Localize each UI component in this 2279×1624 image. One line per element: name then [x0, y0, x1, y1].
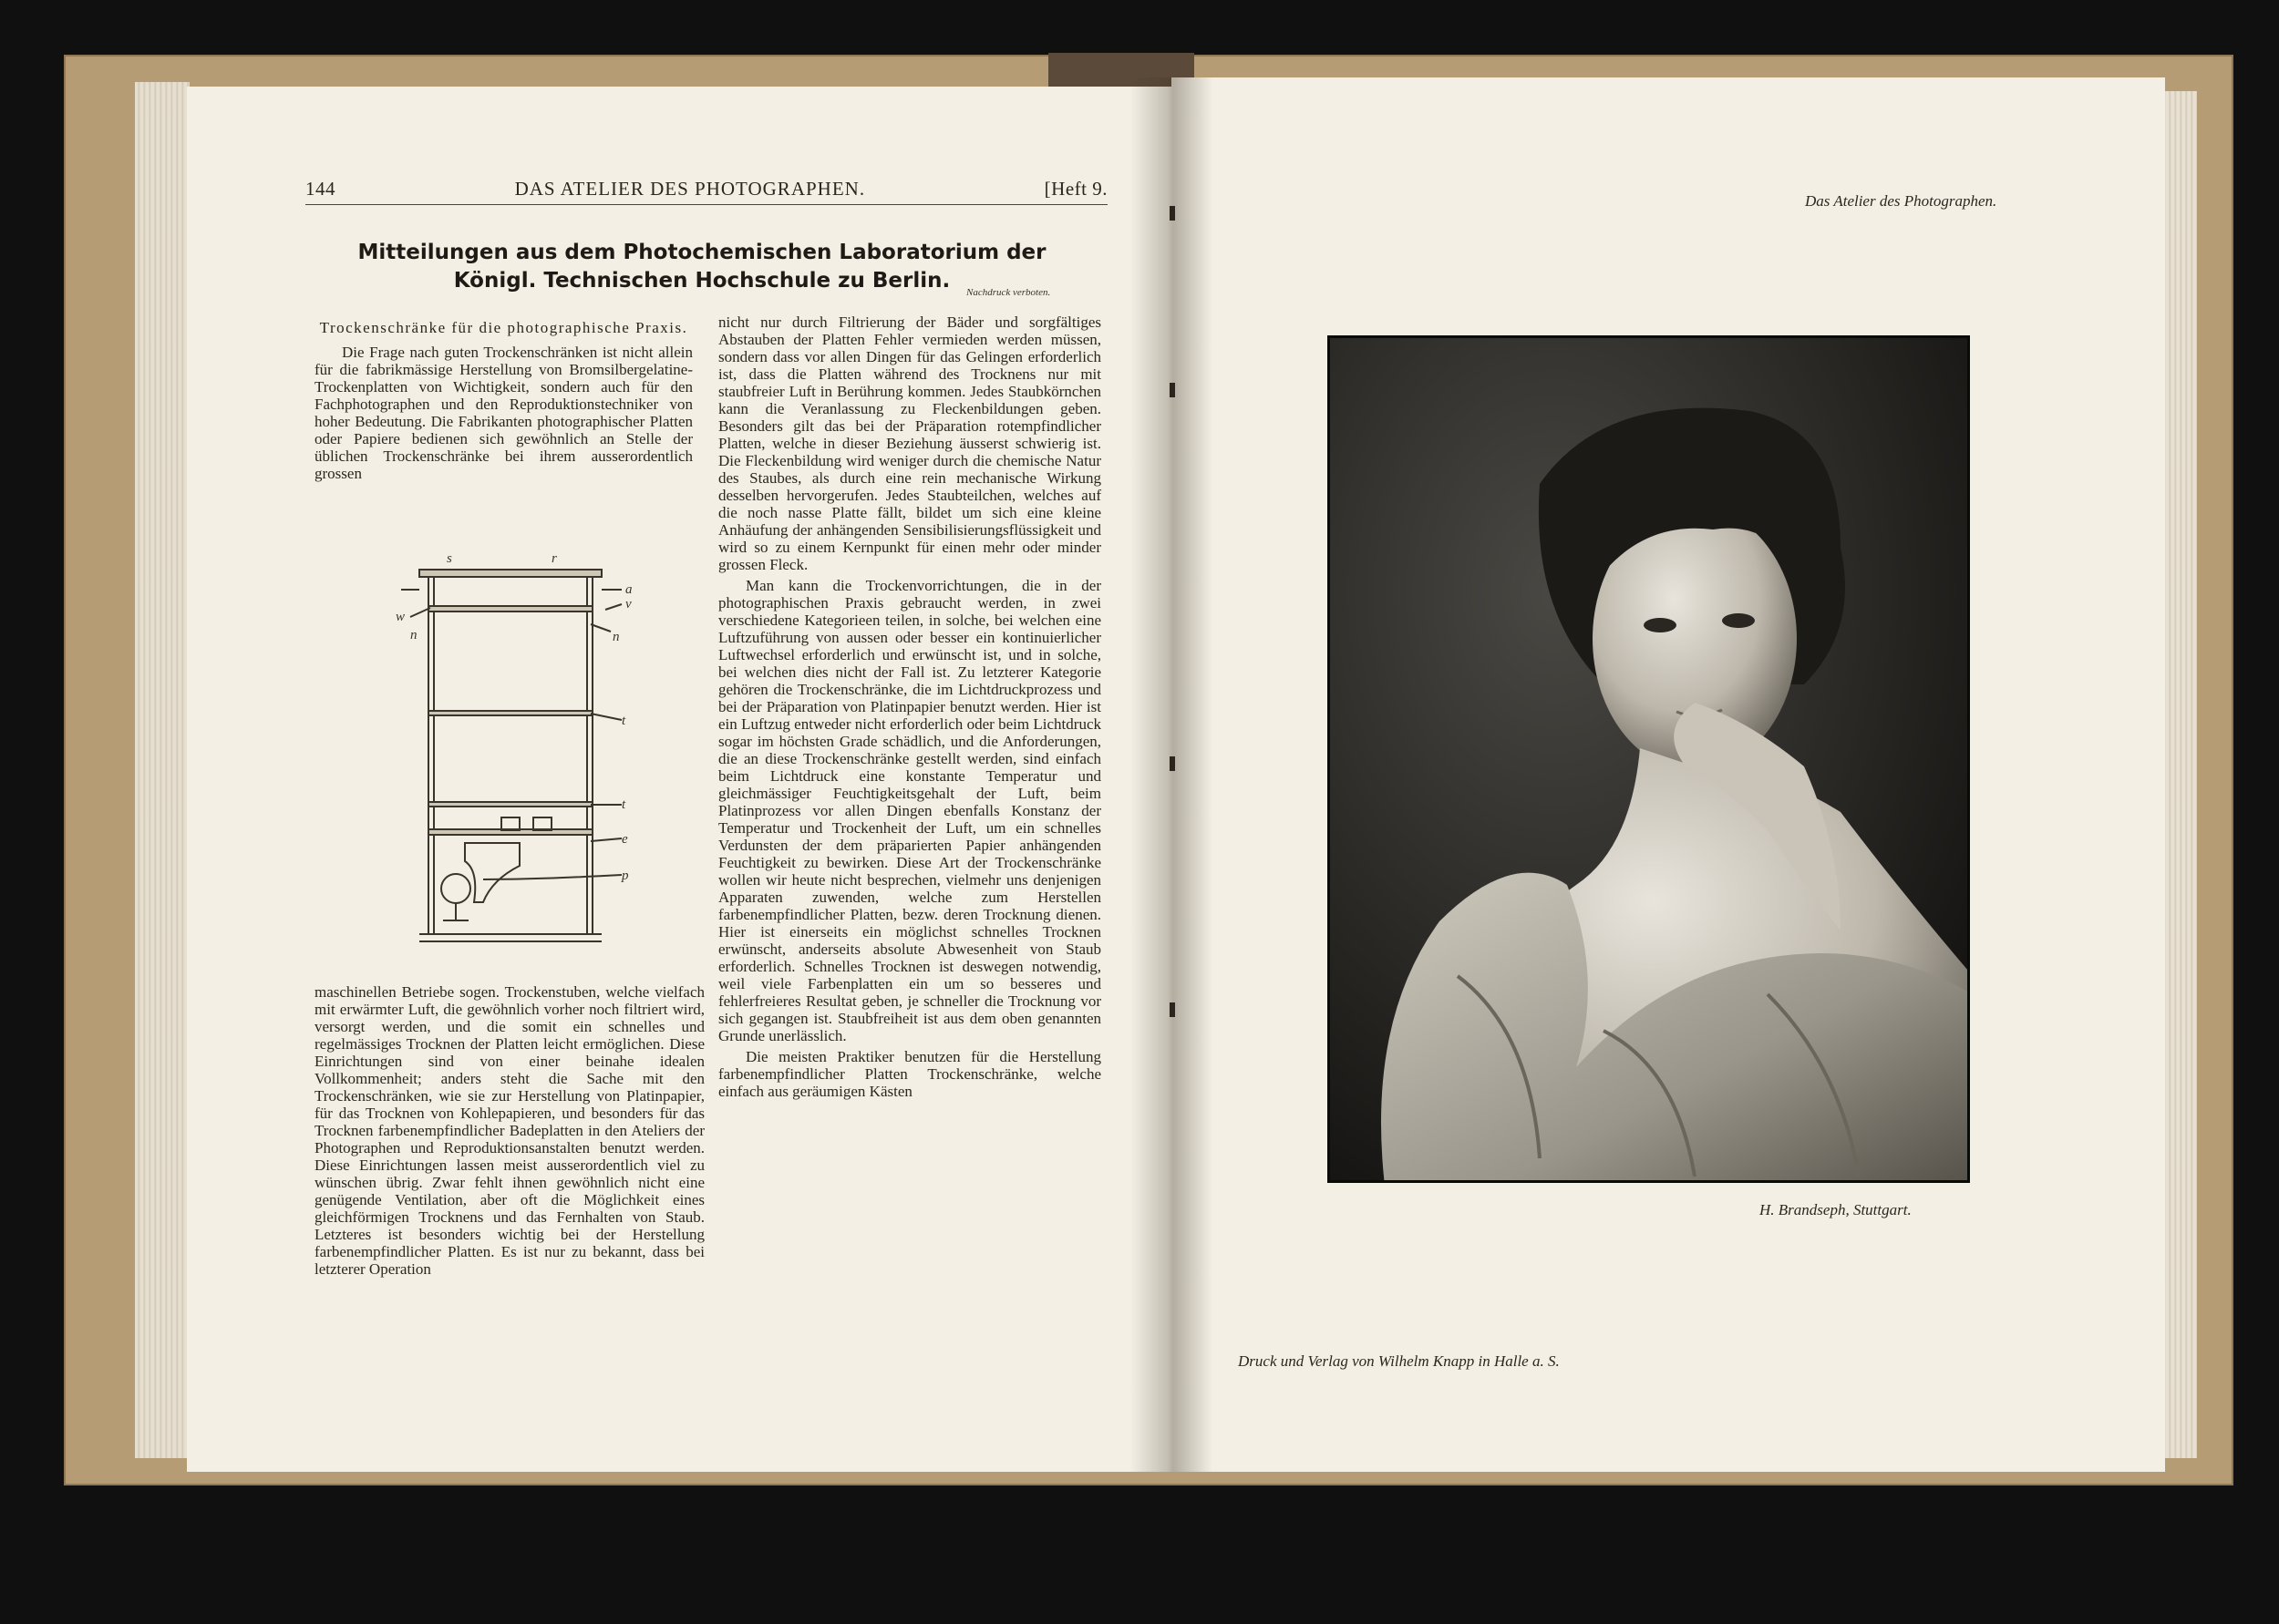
diagram-label: t [622, 714, 626, 728]
drying-cabinet-diagram [383, 551, 684, 961]
column-2 [718, 313, 1101, 1100]
diagram-label: r [552, 551, 557, 566]
column-1-bottom [315, 983, 705, 1278]
reprint-notice: Nachdruck verboten. [966, 287, 1051, 298]
page-edges-left [135, 82, 190, 1458]
portrait-photograph [1327, 335, 1970, 1183]
portrait-image [1330, 338, 1970, 1183]
publisher-imprint: Druck und Verlag von Wilhelm Knapp in Halle a. S. [1238, 1352, 1560, 1370]
gutter [1130, 77, 1212, 1472]
diagram-label: v [625, 597, 632, 612]
paragraph: maschinellen Betriebe sogen. Trockenstuben, welche vielfach mit erwärmter Luft, die gewöhnlich vorher noch filtriert wird, versorgt werden, und die somit ein schnelles und regelmässiges Trocknen der Platten leicht ermöglichen. Diese Einrichtungen sind von einer beinahe idealen Vollkommenheit; anders steht die Sache mit den Trockenschränken, wie sie zur Herstellung von Platinpapier, für das Trocknen von Kohlepapieren, und besonders für das Trocknen farbenempfindlicher Badeplatten in den Ateliers der Photographen und Reproduktionsanstalten benutzt werden. Diese Einrichtungen lassen meist ausserordentlich viel zu wünschen übrig. Zwar fehlt ihnen gewöhnlich nicht eine genügende Ventilation, aber oft die Möglichkeit eines gleichförmigen Trocknens und das Fernhalten von Staub. Letzteres ist besonders wichtig bei der Herstellung farbenempfindlicher Platten. Es ist nur zu bekannt, dass bei letzterer Operation [315, 983, 705, 1278]
paragraph: Die meisten Praktiker benutzen für die Herstellung farbenempfindlicher Platten Trockenschränke, welche einfach aus geräumigen Kästen [718, 1048, 1101, 1100]
page-number: 144 [305, 178, 335, 200]
diagram-label: n [613, 630, 620, 644]
photo-credit: H. Brandseph, Stuttgart. [1759, 1201, 1912, 1218]
diagram-label: p [622, 869, 629, 883]
page-edges-right [2160, 91, 2197, 1458]
journal-title: DAS ATELIER DES PHOTOGRAPHEN. [514, 178, 866, 200]
diagram-label: t [622, 797, 626, 812]
column-1-top [315, 319, 693, 482]
diagram-label: s [447, 551, 452, 566]
diagram-label: a [625, 582, 633, 597]
article-title-line: Königl. Technischen Hochschule zu Berlin. [453, 269, 951, 293]
running-head [305, 178, 1108, 205]
paragraph: Die Frage nach guten Trockenschränken ist nicht allein für die fabrikmässige Herstellung von Bromsilbergelatine-Trockenplatten von Wichtigkeit, sondern auch für den Fachphotographen und den Reproduktionstechniker von hoher Bedeutung. Die Fabrikanten photographischer Platten oder Papiere bedienen sich gewöhnlich an Stelle der üblichen Trockenschränke bei ihrem ausserordentlich grossen [315, 344, 693, 482]
section-heading: Trockenschränke für die photographische Praxis. [319, 319, 688, 336]
binding-thread [1170, 206, 1175, 221]
right-running-title: Das Atelier des Photographen. [1805, 192, 1997, 210]
diagram-label: w [396, 610, 406, 624]
issue-number: [Heft 9. [1044, 178, 1108, 200]
diagram-label: e [622, 832, 628, 847]
binding-thread [1170, 383, 1175, 397]
paragraph: nicht nur durch Filtrierung der Bäder und sorgfältiges Abstauben der Platten Fehler vermieden werden müssen, sondern dass vor allen Dingen für das Gelingen erforderlich ist, dass die Platten während des Trocknens nur mit staubfreier Luft in Berührung kommen. Jedes Staubkörnchen kann die Veranlassung zu Fleckenbildungen geben. Besonders gilt das bei der Präparation rotempfindlicher Platten, welche in dieser Beziehung äusserst schwierig ist. Die Fleckenbildung wird weniger durch die chemische Natur des Staubes, als durch eine rein mechanische Wirkung desselben hervorgerufen. Jedes Staubteilchen, welches auf die noch nasse Platte fällt, bildet um sich eine kleine Anhäufung der anhängenden Sensibilisierungsflüssigkeit und wird so zu einem Kernpunkt für einen mehr oder minder grossen Fleck. [718, 313, 1101, 573]
binding-thread [1170, 756, 1175, 771]
diagram-label: n [410, 628, 418, 642]
binding-thread [1170, 1002, 1175, 1017]
article-title-line: Mitteilungen aus dem Photochemischen Laboratorium der [357, 241, 1047, 264]
paragraph: Man kann die Trockenvorrichtungen, die in der photographischen Praxis gebraucht werden, in zwei verschiedene Kategorieen teilen, in solche, bei welchen eine Luftzuführung von aussen oder besser ein kontinuierlicher Luftwechsel erforderlich und erwünscht ist, und in solche, bei welchen dies nicht der Fall ist. Zu letzterer Kategorie gehören die Trockenschränke, die im Lichtdruckprozess und bei der Präparation von Platinpapier benutzt werden. Hier ist ein Luftzug entweder nicht erforderlich oder beim Lichtdruck sogar im höchsten Grade schädlich, und die Anforderungen, die an diese Trockenschränke gestellt werden, sind einfach beim Lichtdruck eine konstante Temperatur und gleichmässiger Feuchtigkeitsgehalt der Luft, beim Platinprozess vor allen Dingen ebenfalls Konstanz der Temperatur und Trockenheit der Luft, um ein schnelles Verdunsten der dem präparierten Papier anhängenden Feuchtigkeit zu bewirken. Diese Art der Trockenschränke wollen wir heute nicht besprechen, vielmehr uns denjenigen Apparaten zuwenden, welche zum Herstellen farbenempfindlicher Platten, bezw. deren Trocknung dienen. Hier ist einerseits ein möglichst schnelles Trocknen erwünscht, anderseits absolute Abwesenheit von Staub erforderlich. Schnelles Trocknen ist deswegen notwendig, weil viele Farbenplatten ein um so besseres und fehlerfreieres Resultat geben, je schneller die Trocknung vor sich gegangen ist. Staubfreiheit ist aus dem oben genannten Grunde unerlässlich. [718, 577, 1101, 1044]
